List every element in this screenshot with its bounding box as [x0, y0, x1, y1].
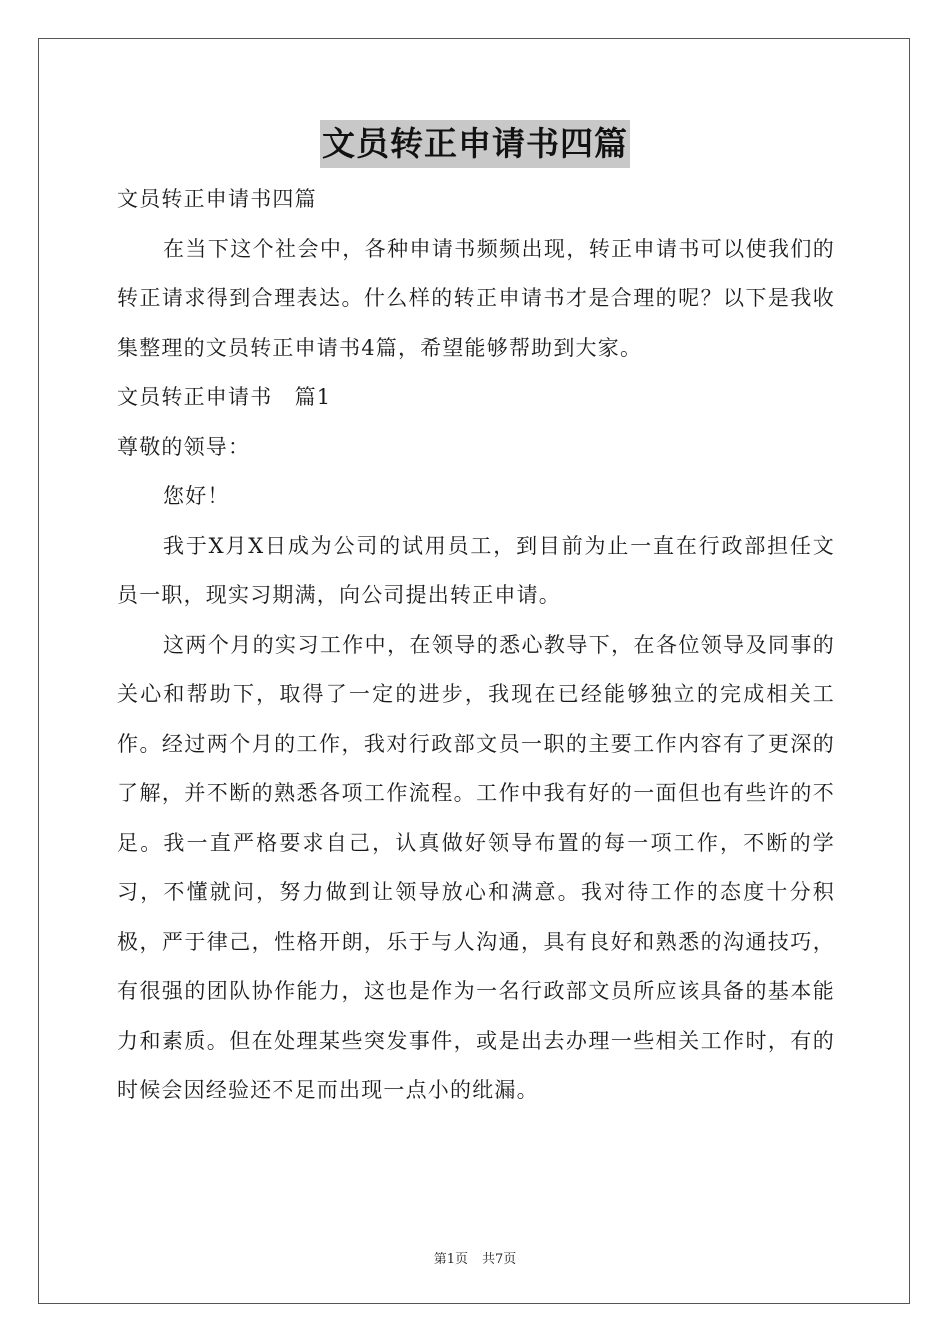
page-total: 共7页 [482, 1252, 517, 1267]
section-heading: 文员转正申请书 篇1 [117, 385, 332, 409]
paragraph: 文员转正申请书四篇 [117, 187, 317, 211]
page-number: 第1页 [433, 1252, 468, 1267]
paragraph: 我于X月X日成为公司的试用员工，到目前为止一直在行政部担任文员一职，现实习期满，向公司提出转正申请。 [117, 533, 835, 607]
page-footer [0, 1248, 950, 1267]
greeting: 您好！ [163, 484, 230, 508]
document-title: 文员转正申请书四篇 [320, 120, 630, 168]
title-container [0, 120, 950, 168]
paragraph: 这两个月的实习工作中，在领导的悉心教导下，在各位领导及同事的关心和帮助下，取得了一定的进步，我现在已经能够独立的完成相关工作。经过两个月的工作，我对行政部文员一职的主要工作内容有了更深的了解，并不断的熟悉各项工作流程。工作中我有好的一面但也有些许的不足。我一直严格要求自己，认真做好领导布置的每一项工作，不断的学习，不懂就问，努力做到让领导放心和满意。我对待工作的态度十分积极，严于律己，性格开朗，乐于与人沟通，具有良好和熟悉的沟通技巧，有很强的团队协作能力，这也是作为一名行政部文员所应该具备的基本能力和素质。但在处理某些突发事件，或是出去办理一些相关工作时，有的时候会因经验还不足而出现一点小的纰漏。 [117, 632, 835, 1102]
document-body [117, 175, 835, 1116]
salutation: 尊敬的领导： [117, 434, 251, 459]
paragraph: 在当下这个社会中，各种申请书频频出现，转正申请书可以使我们的转正请求得到合理表达。什么样的转正申请书才是合理的呢？以下是我收集整理的文员转正申请书4篇，希望能够帮助到大家。 [117, 236, 835, 360]
